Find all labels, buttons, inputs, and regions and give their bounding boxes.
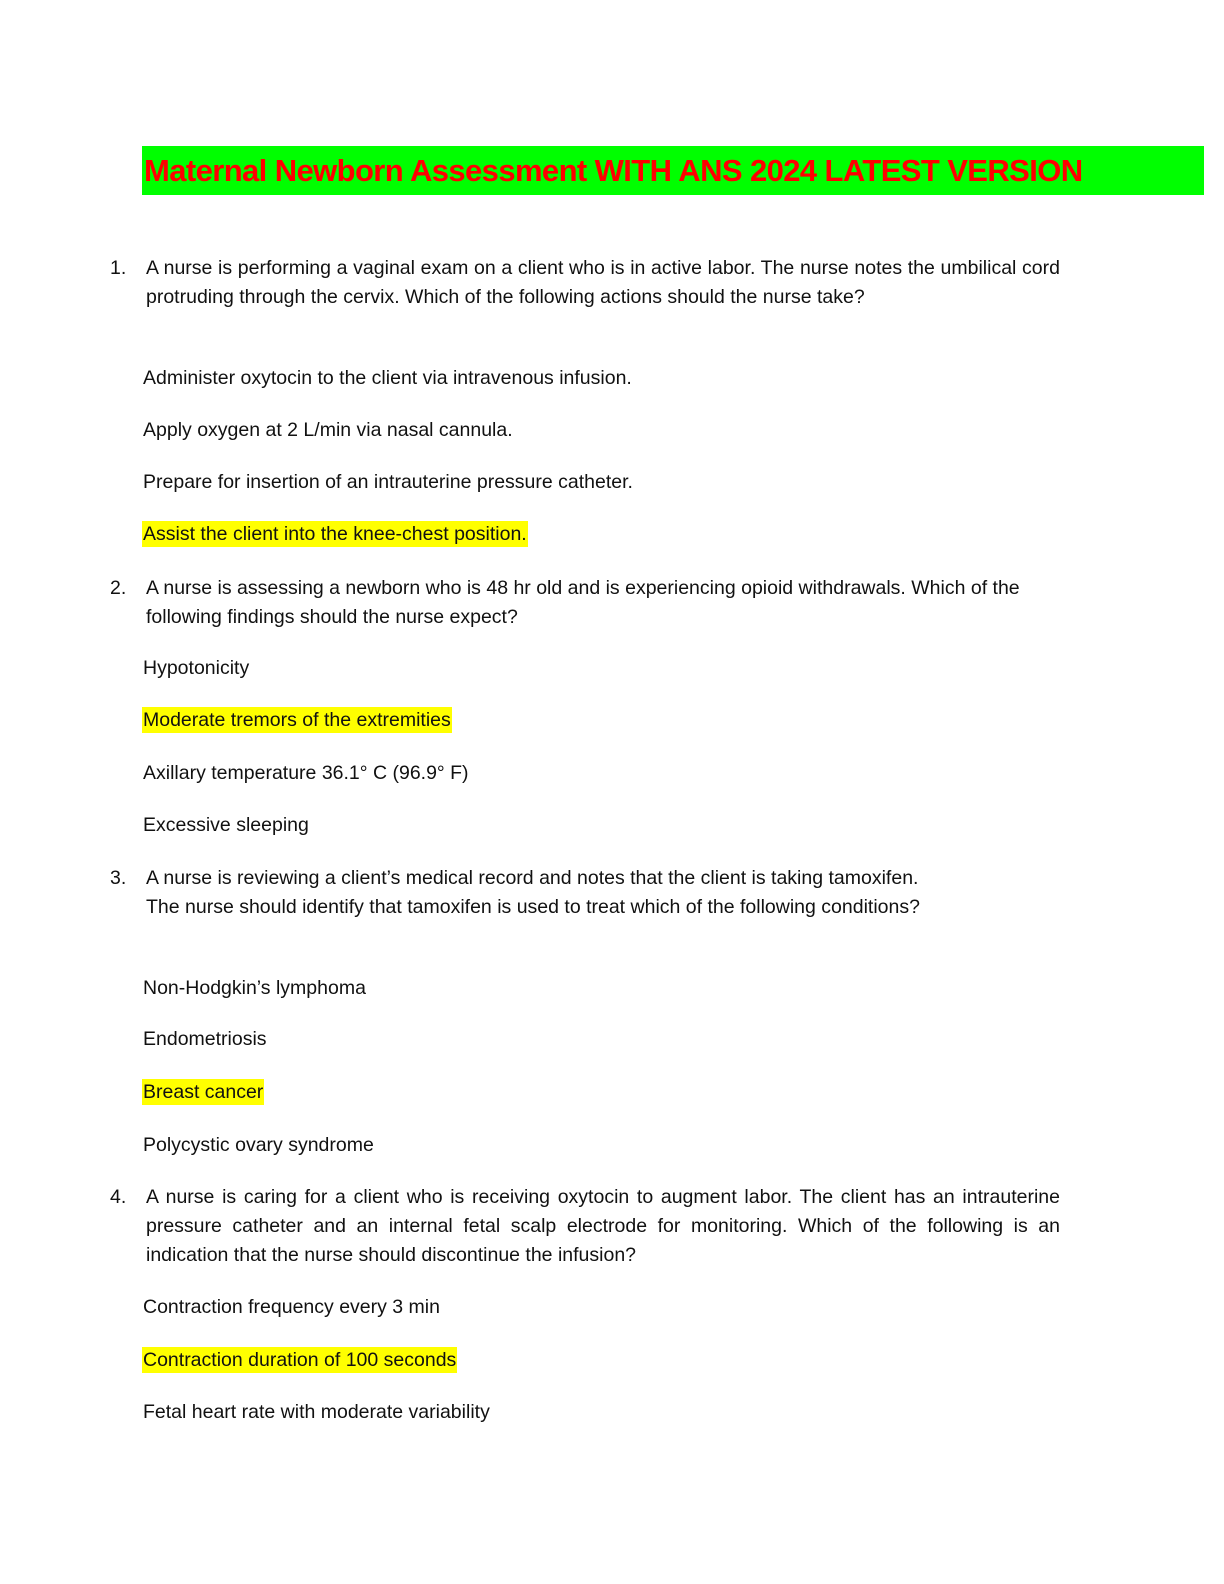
question-text: A nurse is performing a vaginal exam on a client who is in active labor. The nurse notes the umbilical cord protruding through the cervix. Which of the following actions should the nurse take? (146, 257, 1060, 308)
question-number: 4. (110, 1186, 127, 1208)
question-text: A nurse is caring for a client who is receiving oxytocin to augment labor. The client has an intrauterine pressure catheter and an internal fetal scalp electrode for monitoring. Which of the following is an indication that the nurse should discontinue the infusion? (146, 1186, 1060, 1266)
correct-answer-option: Breast cancer (143, 1081, 264, 1103)
answer-option: Hypotonicity (143, 657, 250, 679)
document-title: Maternal Newborn Assessment WITH ANS 2024 LATEST VERSION (142, 146, 1204, 195)
question-number: 2. (110, 577, 127, 599)
question-4 (110, 1183, 1060, 1270)
question-1 (110, 254, 1060, 312)
question-3 (110, 864, 940, 922)
answer-option: Axillary temperature 36.1° C (96.9° F) (143, 762, 469, 784)
answer-option: Prepare for insertion of an intrauterine pressure catheter. (143, 471, 633, 493)
correct-answer-option: Assist the client into the knee-chest position. (143, 523, 527, 545)
answer-option: Apply oxygen at 2 L/min via nasal cannula. (143, 419, 513, 441)
correct-answer-option: Contraction duration of 100 seconds (143, 1349, 457, 1371)
question-number: 3. (110, 867, 127, 889)
question-2 (110, 574, 1060, 632)
question-number: 1. (110, 257, 127, 279)
answer-option: Contraction frequency every 3 min (143, 1296, 440, 1318)
question-text: A nurse is reviewing a client’s medical record and notes that the client is taking tamoxifen. The nurse should identify that tamoxifen is used to treat which of the following conditions? (146, 867, 920, 918)
answer-option: Non-Hodgkin’s lymphoma (143, 977, 366, 999)
answer-option: Polycystic ovary syndrome (143, 1134, 374, 1156)
answer-option: Administer oxytocin to the client via intravenous infusion. (143, 367, 632, 389)
question-text: A nurse is assessing a newborn who is 48 hr old and is experiencing opioid withdrawals. Which of the following findings should the nurse expect? (146, 577, 1020, 628)
answer-option: Fetal heart rate with moderate variability (143, 1401, 490, 1423)
answer-option: Excessive sleeping (143, 814, 309, 836)
answer-option: Endometriosis (143, 1028, 267, 1050)
correct-answer-option: Moderate tremors of the extremities (143, 709, 451, 731)
